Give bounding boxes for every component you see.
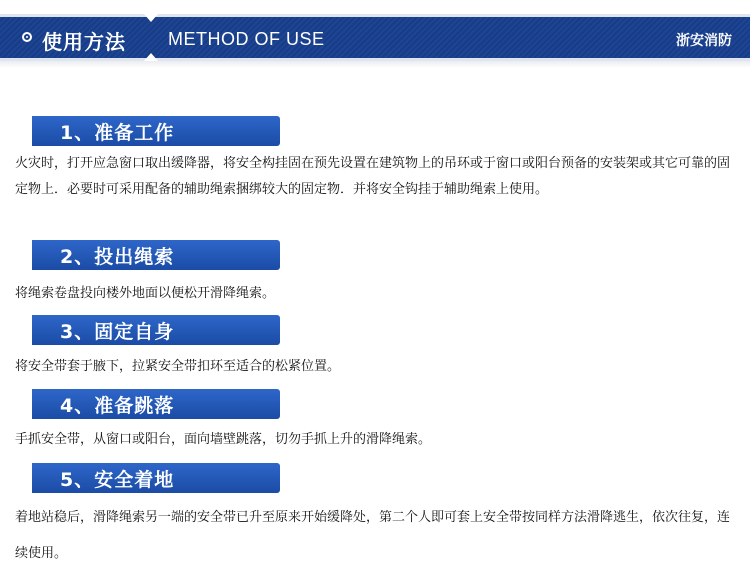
step-2-title: 2、投出绳索 xyxy=(60,246,175,268)
page-subtitle: METHOD OF USE xyxy=(168,29,325,49)
step-4-header xyxy=(32,389,280,419)
step-5-header xyxy=(32,463,280,493)
page-title: 使用方法 xyxy=(42,30,126,54)
brand-name: 浙安消防 xyxy=(676,33,732,49)
step-2-text: 将绳索卷盘投向楼外地面以便松开滑降绳索。 xyxy=(15,286,276,301)
step-3-header xyxy=(32,315,280,345)
step-4-title: 4、准备跳落 xyxy=(60,395,175,417)
step-5-title: 5、安全着地 xyxy=(60,469,175,491)
step-4-text: 手抓安全带，从窗口或阳台，面向墙壁跳落，切勿手抓上升的滑降绳索。 xyxy=(15,432,432,447)
banner-top-line xyxy=(0,14,750,17)
step-1-text: 火灾时，打开应急窗口取出缓降器，将安全构挂固在预先设置在建筑物上的吊环或于窗口或阳台预备的安装架或其它可靠的固定物上．必要时可采用配备的辅助绳索捆绑较大的固定物．并将安全钩挂于辅助绳索上使用。 xyxy=(15,156,731,197)
banner-bottom-line xyxy=(0,58,750,61)
banner-notch-top xyxy=(144,14,158,22)
step-1-header xyxy=(32,116,280,146)
banner-notch-bottom xyxy=(144,53,158,61)
header-banner xyxy=(0,0,750,68)
step-5-text: 着地站稳后，滑降绳索另一端的安全带已升至原来开始缓降处，第二个人即可套上安全带按同样方法滑降逃生，依次往复，连续使用。 xyxy=(15,510,731,561)
step-2-header xyxy=(32,240,280,270)
step-3-title: 3、固定自身 xyxy=(60,321,175,343)
step-3-text: 将安全带套于腋下，拉紧安全带扣环至适合的松紧位置。 xyxy=(15,359,341,374)
step-1-title: 1、准备工作 xyxy=(60,122,175,144)
circle-dot-icon xyxy=(22,32,32,42)
